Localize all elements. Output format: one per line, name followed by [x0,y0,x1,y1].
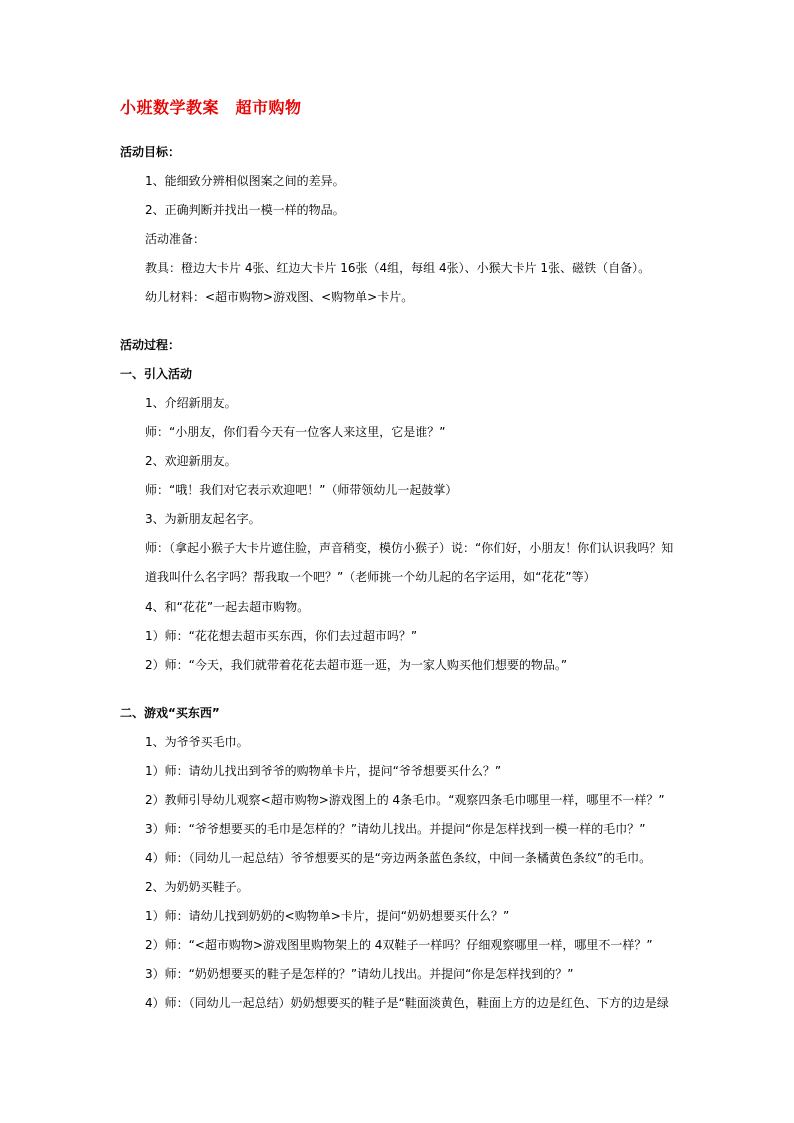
paragraph: 2）师：“<超市购物>游戏图里购物架上的 4双鞋子一样吗？仔细观察哪里一样，哪里不一样？” [145,938,653,952]
prep-child-materials: 幼儿材料：<超市购物>游戏图、<购物单>卡片。 [145,290,414,304]
paragraph: 3、为新朋友起名字。 [145,512,261,526]
paragraph: 师：“小朋友，你们看今天有一位客人来这里，它是谁？” [145,425,446,439]
paragraph: 4）师：（同幼儿一起总结）奶奶想要买的鞋子是“鞋面淡黄色，鞋面上方的边是红色、下方的边是绿 [145,996,669,1010]
paragraph: 4、和“花花”一起去超市购物。 [145,600,310,614]
paragraph: 1）师：请幼儿找出到爷爷的购物单卡片，提问“爷爷想要买什么？” [145,764,502,778]
paragraph: 2、为奶奶买鞋子。 [145,880,249,894]
goal-item: 1、能细致分辨相似图案之间的差异。 [145,174,345,188]
section-heading: 一、引入活动 [120,367,193,381]
paragraph: 2）师：“今天，我们就带着花花去超市逛一逛，为一家人购买他们想要的物品。” [145,658,568,672]
paragraph: 2）教师引导幼儿观察<超市购物>游戏图上的 4条毛巾。“观察四条毛巾哪里一样，哪里不一样？” [145,793,665,807]
paragraph: 师：（拿起小猴子大卡片遮住脸，声音稍变，模仿小猴子）说：“你们好，小朋友！你们认识我吗？知道我叫什么名字吗？帮我取一个吧？”（老师挑一个幼儿起的名字运用，如“花花”等） [145,541,674,584]
paragraph: 4）师：（同幼儿一起总结）爷爷想要买的是“旁边两条蓝色条纹，中间一条橘黄色条纹”的毛巾。 [145,851,652,865]
goals-heading: 活动目标： [120,145,181,159]
page-title: 小班数学教案 超市购物 [120,98,302,117]
paragraph: 1、介绍新朋友。 [145,396,237,410]
paragraph: 3）师：“爷爷想要买的毛巾是怎样的？”请幼儿找出。并提问“你是怎样找到一模一样的毛巾？” [145,822,646,836]
paragraph: 3）师：“奶奶想要买的鞋子是怎样的？”请幼儿找出。并提问“你是怎样找到的？” [145,967,574,981]
paragraph: 2、欢迎新朋友。 [145,454,237,468]
paragraph: 1、为爷爷买毛巾。 [145,735,249,749]
paragraph: 1）师：请幼儿找到奶奶的<购物单>卡片，提问“奶奶想要买什么？” [145,909,510,923]
goal-item: 2、正确判断并找出一模一样的物品。 [145,203,345,217]
paragraph: 师：“哦！我们对它表示欢迎吧！”（师带领幼儿一起鼓掌） [145,483,458,497]
section-heading: 二、游戏“买东西” [120,706,220,720]
prep-teacher-materials: 教具：橙边大卡片 4张、红边大卡片 16张（4组，每组 4张）、小猴大卡片 1张、磁铁（自备）。 [145,261,651,275]
paragraph: 1）师：“花花想去超市买东西，你们去过超市吗？” [145,629,418,643]
process-heading: 活动过程： [120,338,181,352]
prep-label: 活动准备： [145,232,206,246]
